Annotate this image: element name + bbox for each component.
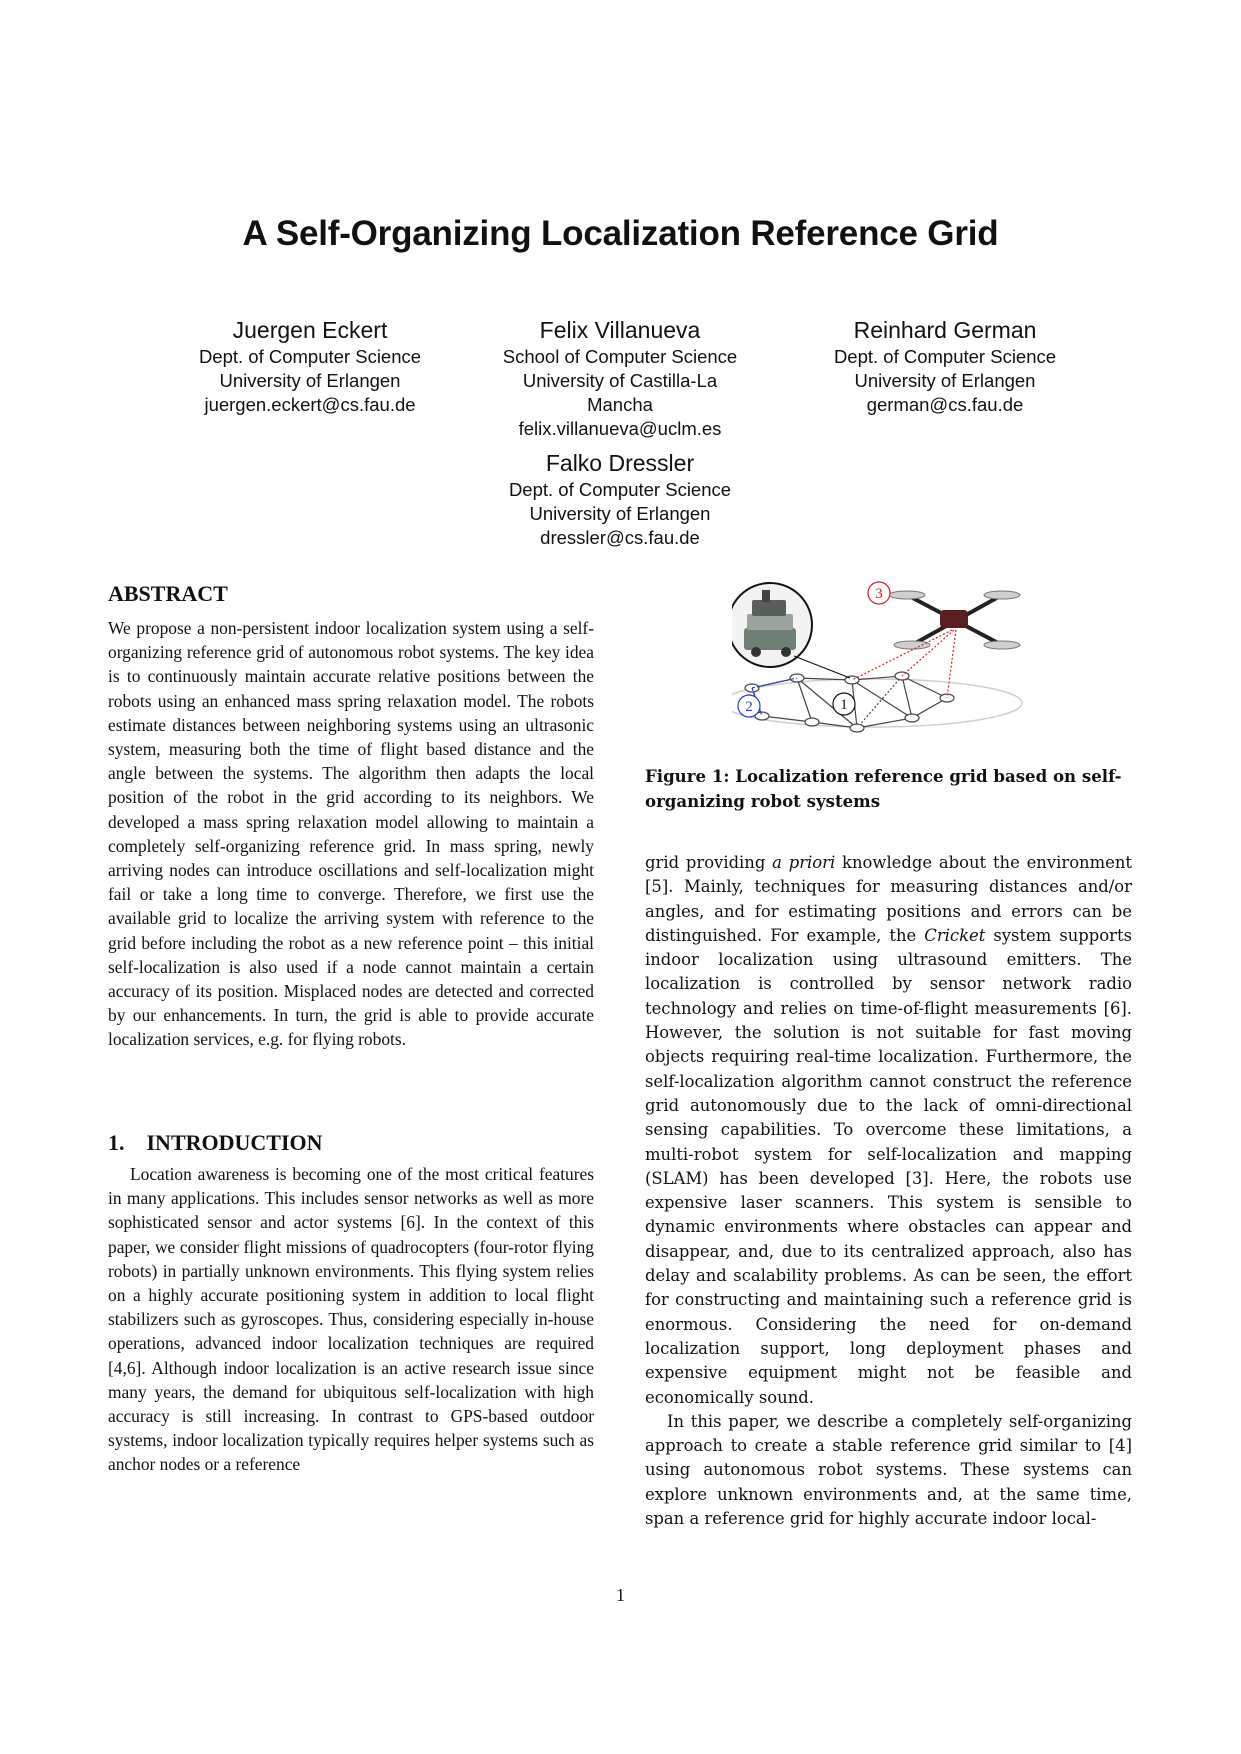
author-affiliation: Mancha [587,394,653,415]
italic-a-priori: a priori [772,853,836,872]
text-span: system supports indoor localization using ultrasound emitters. The localization is controlled by sensor network radio technology and relies on time-of-flight measurements [6]. However, the solution is not suitable for fast moving objects requiring real-time localization. Furthermore, the self-localization algorithm cannot construct the reference grid autonomously due to the lack of omni-directional sensing capabilities. To overcome these limitations, a multi-robot system for self-localization and mapping (SLAM) has been developed [3]. Here, the robots use expensive laser scanners. This system is sensible to dynamic environments where obstacles can appear and disappear, and, due to its centralized approach, also has delay and scalability problems. As can be seen, the effort for constructing and maintaining such a reference grid is enormous. Considering the need for on-demand localization support, long deployment phases and expensive equipment might not be feasible and economically sound. [645,925,1132,1407]
abstract-body [108,616,594,1052]
right-paragraph-1 [645,851,1132,1410]
author-email: juergen.eckert@cs.fau.de [204,394,416,415]
author-affiliation: University of Castilla-La [522,370,718,391]
author-affiliation: Dept. of Computer Science [833,346,1057,367]
right-paragraph-2: In this paper, we describe a completely self-organizing approach to create a stable reference grid similar to [4] using autonomous robot systems. These systems can explore unknown environments and, at the same time, span a reference grid for highly accurate indoor local- [645,1411,1132,1529]
author-name: Felix Villanueva [539,317,701,343]
author-affiliation: University of Erlangen [219,370,401,391]
floor-outline [732,679,1022,727]
introduction-heading: 1. INTRODUCTION [108,1130,323,1155]
author-affiliation: University of Erlangen [529,503,711,524]
author-block-dressler [470,448,770,550]
figure-1-illustration [732,580,1032,740]
author-affiliation: School of Computer Science [502,346,738,367]
author-email: felix.villanueva@uclm.es [518,418,722,439]
right-column-body [645,851,1132,1531]
author-name: Juergen Eckert [232,317,388,343]
author-block-german [795,315,1095,417]
author-affiliation: Dept. of Computer Science [508,479,732,500]
figure-1-caption: Figure 1: Localization reference grid based on self-organizing robot systems [645,766,1122,811]
text-span: knowledge about the environment [5]. Mainly, techniques for measuring distances and/or angles, and for estimating positions and errors can be distinguished. For example, the [645,853,1132,945]
label-3: 3 [875,586,883,602]
italic-cricket: Cricket [924,925,986,945]
author-name: Reinhard German [853,317,1037,343]
quadrocopter-icon [889,591,1020,649]
page-number: 1 [616,1585,625,1605]
introduction-paragraph: Location awareness is becoming one of the most critical features in many applications. This includes sensor networks as well as more sophisticated sensor and actor systems [6]. In the context of this paper, we consider flight missions of quadrocopters (four-rotor flying robots) in partially unknown environments. This flying system relies on a highly accurate positioning system in addition to local flight stabilizers such as gyroscopes. Thus, considering especially in-house operations, advanced indoor localization techniques are required [4,6]. Although indoor localization is an active research issue since many years, the demand for ubiquitous self-localization with high accuracy is still increasing. In contrast to GPS-based outdoor systems, indoor localization typically requires helper systems such as anchor nodes or a reference [108,1164,594,1475]
text-span: grid providing [645,853,773,872]
author-affiliation: Dept. of Computer Science [198,346,422,367]
author-name: Falko Dressler [545,450,695,476]
introduction-body [108,1162,594,1477]
author-email: german@cs.fau.de [866,394,1024,415]
author-affiliation: University of Erlangen [854,370,1036,391]
label-1: 1 [840,697,848,713]
zoom-pointer-line [794,656,850,678]
abstract-heading: ABSTRACT [108,581,228,606]
label-2: 2 [745,699,753,715]
paper-title: A Self-Organizing Localization Reference Grid [242,214,999,253]
author-block-eckert [160,315,460,417]
abstract-paragraph: We propose a non-persistent indoor localization system using a self-organizing reference grid of autonomous robot systems. The key idea is to continuously maintain accurate relative positions between the robots using an enhanced mass spring relaxation model. The robots estimate distances between neighboring systems using an ultrasonic system, measuring both the time of flight based distance and the angle between the systems. The algorithm then adapts the local position of the robot in the grid according to its neighbors. We developed a mass spring relaxation model allowing to maintain a completely self-organizing reference grid. In mass spring, newly arriving nodes can introduce oscillations and self-localization might fail or take a long time to converge. Therefore, we first use the available grid to localize the arriving system with reference to the grid before including the robot as a new reference point – this initial self-localization is also used if a node cannot maintain a certain accuracy of its position. Misplaced nodes are detected and corrected by our enhancements. In turn, the grid is able to provide accurate localization services, e.g. for flying robots. [108,618,594,1050]
quadrocopter-links [852,630,956,698]
author-email: dressler@cs.fau.de [540,527,700,548]
author-block-villanueva [470,315,770,441]
